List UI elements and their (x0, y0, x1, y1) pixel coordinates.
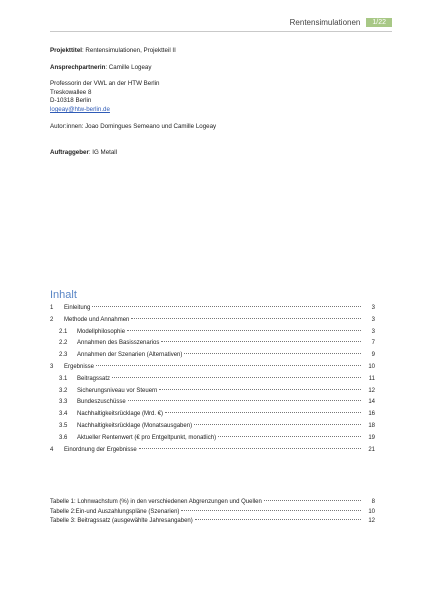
toc-entry-page: 18 (368, 422, 375, 429)
toc-entry-number: 3.4 (59, 411, 68, 418)
toc-entry-page: 3 (371, 316, 375, 323)
toc-entry-page: 7 (371, 340, 375, 347)
toc-entry-number: 1 (50, 305, 54, 311)
toc-leader (112, 377, 361, 378)
toc-entry-number: 2.2 (59, 340, 68, 347)
toc-entry-number: 3.5 (59, 422, 68, 429)
page-header (290, 18, 392, 27)
header-title: Rentensimulationen (289, 18, 361, 27)
toc-entry[interactable] (50, 376, 375, 388)
toc-entry-label: Bundeszuschüsse (77, 399, 126, 406)
toc-entry[interactable] (50, 447, 375, 459)
table-entry-page: 8 (371, 499, 375, 505)
contact-value: : Camille Logeay (105, 63, 152, 71)
table-list-entry[interactable] (50, 499, 375, 509)
page-number-badge: 1/22 (366, 18, 392, 27)
table-entry-label: Tabelle 3: Beitragssatz (ausgewählte Jahresangaben) (50, 518, 193, 524)
toc-entry-page: 3 (371, 305, 375, 311)
toc-entry-label: Nachhaltigkeitsrücklage (Monatsausgaben) (77, 422, 193, 429)
toc-entry-page: 19 (368, 434, 375, 441)
toc-entry-number: 4 (50, 446, 54, 453)
client-label: Auftraggeber (50, 149, 89, 157)
toc-entry-number: 3.6 (59, 434, 68, 441)
toc-leader (218, 436, 361, 437)
table-list-entry[interactable] (50, 518, 375, 528)
toc-leader (194, 424, 361, 425)
toc-entry-page: 16 (368, 411, 375, 418)
toc-entry-number: 2.3 (59, 352, 68, 359)
toc-entry[interactable] (50, 399, 375, 411)
toc-entry-label: Ergebnisse (64, 363, 95, 370)
toc-entry-page: 12 (368, 387, 375, 394)
toc-entry-number: 2 (50, 316, 54, 323)
toc-entry-number: 2.1 (59, 328, 68, 335)
toc-entry[interactable] (50, 329, 375, 341)
toc-leader (184, 353, 361, 354)
table-entry-label: Tabelle 1: Lohnwachstum (%) in den verschiedenen Abgrenzungen und Quellen (50, 499, 262, 505)
client-value: : IG Metall (88, 149, 118, 157)
client-line (50, 149, 390, 158)
toc-entry[interactable] (50, 411, 375, 423)
toc-entry-label: Modellphilosophie (77, 328, 126, 335)
table-entry-label: Tabelle 2:Ein-und Auszahlungspläne (Szenarien) (50, 508, 180, 515)
toc-entry[interactable] (50, 435, 375, 447)
toc-entry-page: 9 (371, 352, 375, 359)
project-meta (50, 47, 390, 158)
toc-entry[interactable] (50, 317, 375, 329)
toc-entry-label: Annahmen der Szenarien (Alternativen) (77, 352, 183, 359)
toc-heading: Inhalt (50, 289, 77, 301)
address-line: Professorin der VWL an der HTW Berlin (50, 80, 160, 88)
toc-leader (165, 412, 361, 413)
header-rule (50, 31, 392, 32)
toc-entry[interactable] (50, 352, 375, 364)
toc-entry-page: 3 (371, 328, 375, 335)
toc-entry-label: Sicherungsniveau vor Steuern (77, 387, 158, 394)
toc-leader (131, 318, 361, 319)
toc-entry-label: Einordnung der Ergebnisse (64, 446, 137, 453)
toc-entry-label: Einleitung (64, 305, 91, 311)
toc-leader (181, 510, 361, 511)
toc-entry-page: 11 (368, 375, 375, 382)
toc-leader (127, 330, 361, 331)
list-of-tables (50, 499, 375, 528)
toc-entry-number: 3.2 (59, 387, 68, 394)
toc-entry[interactable] (50, 364, 375, 376)
toc-leader (128, 400, 361, 401)
toc-entry-page: 21 (368, 446, 375, 453)
toc-entry-page: 14 (368, 399, 375, 406)
toc-entry-number: 3 (50, 363, 54, 370)
address-line: D-10318 Berlin (50, 97, 92, 105)
contact-label: Ansprechpartnerin (50, 63, 106, 71)
toc-leader (139, 448, 361, 449)
toc-leader (264, 500, 361, 501)
toc-entry-label: Beitragssatz (77, 375, 111, 382)
project-title-line (50, 47, 390, 56)
project-title-label: Projekttitel (50, 47, 82, 54)
email-link[interactable]: logeay@htw-berlin.de (50, 105, 110, 113)
toc-entry-label: Methode und Annahmen (64, 316, 130, 323)
toc-leader (195, 519, 361, 520)
toc-entry-page: 10 (368, 363, 375, 370)
toc-entry-number: 3.3 (59, 399, 68, 406)
toc-entry-label: Aktueller Rentenwert (€ pro Entgeltpunkt, monatlich) (77, 434, 217, 441)
toc-entry[interactable] (50, 423, 375, 435)
contact-line (50, 64, 390, 73)
toc-entry-label: Annahmen des Basisszenarios (77, 340, 160, 347)
table-entry-page: 10 (368, 508, 375, 515)
toc-leader (96, 365, 361, 366)
toc-entry-number: 3.1 (59, 375, 68, 382)
toc-leader (159, 389, 361, 390)
table-list-entry[interactable] (50, 509, 375, 519)
authors-line: Autor:innen: Joao Domingues Semeano und Camille Logeay (50, 122, 217, 130)
toc-entry[interactable] (50, 305, 375, 317)
toc-leader (161, 341, 361, 342)
toc-entry[interactable] (50, 388, 375, 400)
address-line: Treskowallee 8 (50, 88, 92, 96)
table-entry-page: 12 (368, 518, 375, 524)
toc-entry-label: Nachhaltigkeitsrücklage (Mrd. €) (77, 411, 164, 418)
toc-entry[interactable] (50, 340, 375, 352)
table-of-contents (50, 305, 375, 458)
toc-leader (92, 306, 361, 307)
project-title-value: : Rentensimulationen, Projektteil II (81, 47, 176, 54)
